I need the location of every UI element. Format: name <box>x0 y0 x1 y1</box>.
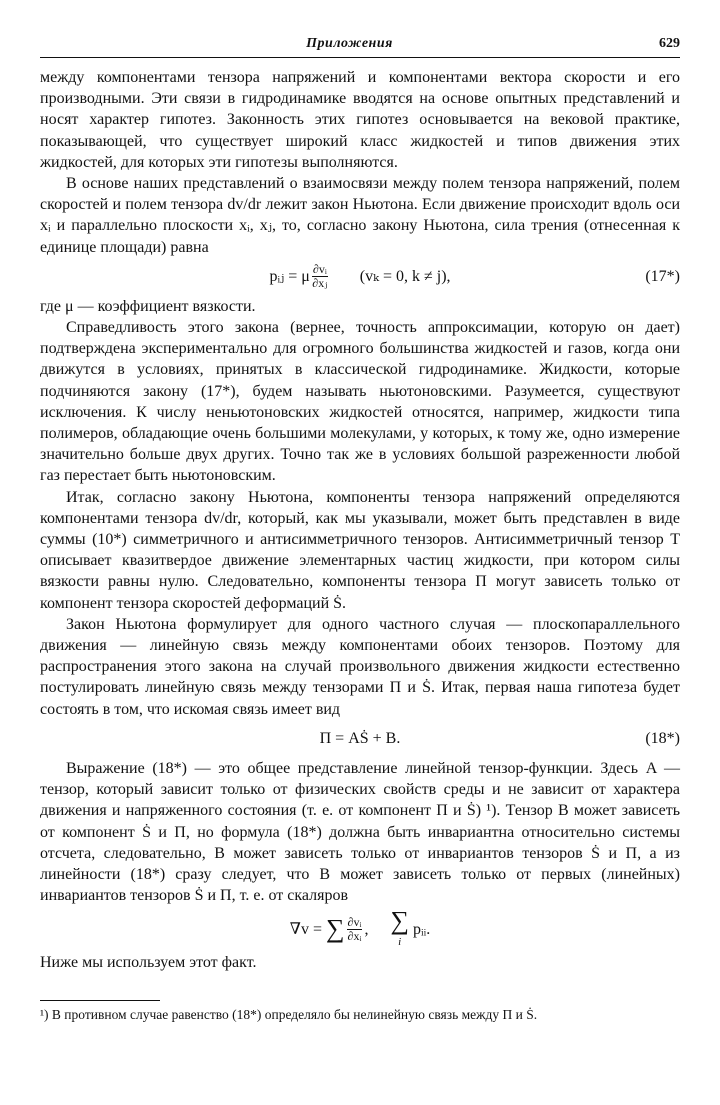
eq17-tag: (17*) <box>645 268 680 286</box>
eq17-denominator: ∂xⱼ <box>312 276 328 291</box>
footnote-divider <box>40 1000 160 1001</box>
eq17-numerator: ∂vᵢ <box>312 262 327 277</box>
paragraph-5: Итак, согласно закону Ньютона, компоненты тензора напряжений определяются компонентами тензора dv/dr, который, как мы указывали, может быть представлен в виде суммы (10*) симметричного и антисимметричного тензоров. Антисимметричный тензор T описывает квазитвердое движение элементарных частиц жидкости, при котором силы вязкости равны нулю. Следовательно, компоненты тензора Π могут зависеть только от компонент тензора скоростей деформаций Ṡ. <box>40 488 680 612</box>
eq17-lhs: pᵢⱼ = μ <box>269 268 310 286</box>
paragraph-8: Ниже мы используем этот факт. <box>40 954 257 972</box>
eqdiv-lhs: ∇v = <box>289 920 322 938</box>
equation-18 <box>40 723 680 755</box>
eqdiv-fraction <box>347 916 363 943</box>
eq17-fraction <box>312 263 328 290</box>
paragraph-1: между компонентами тензора напряжений и компонентами вектора скорости и его производными. Эти связи в гидродинамике вводятся на основе опытных представлений и носят характер гипотез. Законность этих гипотез основывается на вековой практике, показывающей, что существует широкий класс жидкостей и типов движения этих жидкостей, для которых эти гипотезы выполняются. <box>40 69 680 171</box>
eqdiv-sum-symbol: ∑ <box>325 914 345 944</box>
page <box>40 36 680 1025</box>
running-title: Приложения <box>306 36 393 51</box>
page-number: 629 <box>659 36 680 51</box>
eqdiv-rhs: pᵢᵢ. <box>412 920 431 938</box>
eq18-tag: (18*) <box>645 730 680 748</box>
paragraph-6: Закон Ньютона формулирует для одного частного случая — плоскопараллельного движения — линейную связь между компонентами обоих тензоров. Поэтому для распространения этого закона на случай произвольного движения жидкости естественно постулировать линейную связь между тензорами Π и Ṡ. Итак, первая наша гипотеза будет состоять в том, что искомая связь имеет вид <box>40 615 680 718</box>
eqdiv-sum2-index: i <box>398 936 402 949</box>
equation-divergence <box>40 906 680 949</box>
eqdiv-sum2-symbol: ∑ <box>390 906 409 936</box>
eq17-condition: (vₖ = 0, k ≠ j), <box>359 268 451 286</box>
main-text <box>40 67 680 1025</box>
paragraph-2: В основе наших представлений о взаимосвязи между полем тензора напряжений, полем скоростей и полем тензора dv/dr лежит закон Ньютона. Если движение происходит вдоль оси xᵢ и параллельно плоскости xᵢ, xⱼ, то, согласно закону Ньютона, сила трения (отнесенная к единице площади) равна <box>40 175 680 256</box>
running-header <box>40 36 680 58</box>
paragraph-3: где μ — коэффициент вязкости. <box>40 297 256 315</box>
equation-17 <box>40 261 680 293</box>
eqdiv-numerator: ∂vᵢ <box>347 914 362 929</box>
paragraph-4: Справедливость этого закона (вернее, точность аппроксимации, которую он дает) подтверждена экспериментально для огромного большинства жидкостей и газов, когда они движутся в условиях, принятых в классической гидродинамике. Жидкости, которые подчиняются закону (17*), будем называть ньютоновскими. Разумеется, существуют исключения. К числу неньютоновских жидкостей относятся, например, жидкости типа полимеров, обладающие очень большими молекулами, у которых, к тому же, одно измерение значительно больше двух других. Точно так же в условиях большой разреженности любой газ перестает быть ньютоновским. <box>40 319 680 485</box>
eq18-body: Π = AṠ + B. <box>319 730 401 748</box>
footnote-1: ¹) В противном случае равенство (18*) определяло бы нелинейную связь между Π и Ṡ. <box>40 1006 538 1022</box>
eqdiv-sum-stack <box>390 908 409 950</box>
eqdiv-separator: , <box>364 920 369 938</box>
eqdiv-denominator: ∂xᵢ <box>347 928 362 943</box>
paragraph-7: Выражение (18*) — это общее представление линейной тензор-функции. Здесь A — тензор, который зависит только от физических свойств среды и не зависит от характера движения и напряженного состояния (т. е. от компонент Π и Ṡ) ¹). Тензор B может зависеть от компонент Ṡ и Π, но формула (18*) должна быть инвариантна относительно системы отсчета, следовательно, B может зависеть только от инвариантов тензоров Ṡ и Π, а из линейности (18*) сразу следует, что B может зависеть только от первых (линейных) инвариантов тензоров Ṡ и Π, т. е. от скаляров <box>40 759 680 905</box>
